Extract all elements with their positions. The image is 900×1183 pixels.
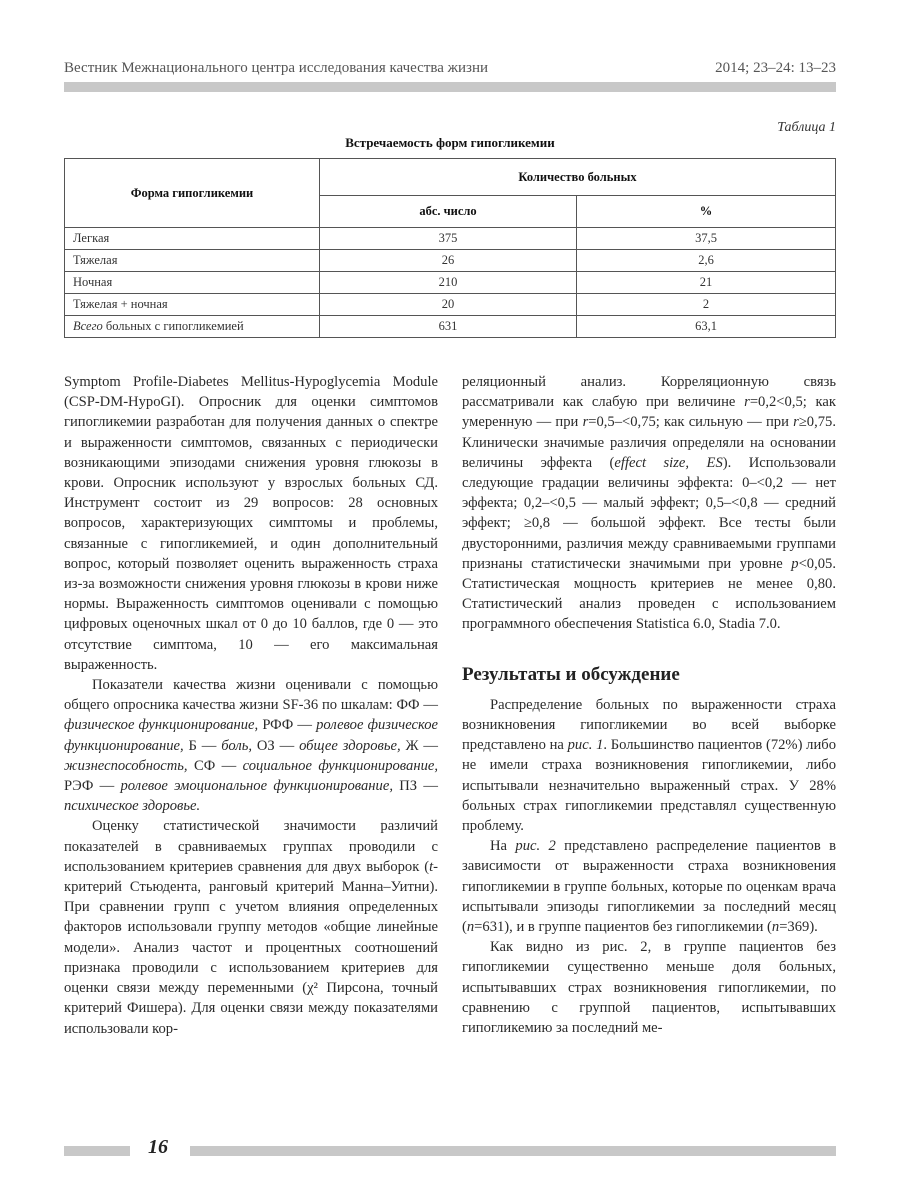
text-run: РФФ — <box>258 717 317 734</box>
header-count: Количество больных <box>320 159 836 196</box>
paragraph <box>462 836 836 937</box>
text-run: Ж — <box>400 737 439 754</box>
footer-rule-left <box>64 1146 130 1156</box>
table-row-total <box>65 316 836 338</box>
text-run: . Большинство пациентов (72%) либо не имели страха возникновения гипогликемии, либо испытывали незначительно выраженный страх. У 28% больных страх гипогликемии представлял существенную проблему. <box>462 737 836 835</box>
left-column <box>64 372 438 1039</box>
text-run: физическое функционирование, <box>64 717 259 734</box>
text-run: ролевое физическое функционирование, <box>64 717 439 754</box>
text-run: ПЗ — <box>392 778 438 795</box>
text-run: Оценку статистической значимости различий показателей в сравниваемых группах проводили с использованием критериев сравнения для двух выборок ( <box>64 818 438 875</box>
text-run: общее здоровье, <box>299 737 401 754</box>
text-run: n <box>771 919 780 936</box>
paragraph: Symptom Profile-Diabetes Mellitus-Hypoglycemia Module (CSP-DM-HypoGI). Опросник для оценки симптомов гипогликемии разработан для получения данных о спектре и выраженности симптомов, связанных с периодически возникающими эпизодами снижения уровня глюкозы в крови. Опросник используют у взрослых больных СД. Инструмент состоит из 29 вопросов: 28 основных вопросов, характеризующих симптомы и проблемы, связанные с гипогликемией, и один дополнительный вопрос, который позволяет оценить выраженность страха из-за возможности снижения уровня глюкозы в крови ниже нормы. Выраженность симптомов оценивали с помощью цифровых оценочных шкал от 0 до 10 баллов, где 0 — это отсутствие симптома, 10 — его максимальная выраженность. <box>64 374 438 673</box>
table-row <box>65 250 836 272</box>
cell-form <box>65 316 320 338</box>
cell-percent: 21 <box>577 272 836 294</box>
cell-percent: 2,6 <box>577 250 836 272</box>
table-title: Встречаемость форм гипогликемии <box>345 135 555 150</box>
text-run: боль, <box>221 737 252 754</box>
cell-form: Тяжелая <box>65 250 320 272</box>
header-rule <box>64 82 836 92</box>
text-run: На <box>490 838 516 855</box>
text-run: r <box>582 414 589 431</box>
cell-percent: 63,1 <box>577 316 836 338</box>
text-run: t <box>429 858 434 875</box>
cell-abs: 631 <box>320 316 577 338</box>
text-run: =631), и в группе пациентов без гипогликемии ( <box>474 919 772 936</box>
text-run: ≥0,75. Клинически значимые различия определяли на основании величины эффекта ( <box>462 414 836 471</box>
text-run: =369). <box>779 919 818 936</box>
hypoglycemia-table <box>64 158 836 338</box>
text-run: СФ — <box>187 757 243 774</box>
table-row <box>65 294 836 316</box>
text-run: n <box>466 919 475 936</box>
text-run: РЭФ — <box>64 778 121 795</box>
cell-abs: 20 <box>320 294 577 316</box>
total-word: Всего <box>73 319 103 333</box>
text-run: <0,05. Статистическая мощность критериев не менее 0,80. Статистический анализ проведен с использованием программного обеспечения Statistica 6.0, Stadia 7.0. <box>462 555 836 633</box>
issue-info: 2014; 23–24: 13–23 <box>715 60 836 76</box>
text-run: r <box>744 394 750 411</box>
cell-form: Легкая <box>65 228 320 250</box>
cell-percent: 2 <box>577 294 836 316</box>
cell-percent: 37,5 <box>577 228 836 250</box>
text-run: психическое здоровье. <box>64 798 201 815</box>
text-run: p <box>791 555 799 572</box>
text-run: -критерий Стьюдента, ранговый критерий Манна–Уитни). При сравнении групп с учетом влияния определенных факторов использовали группу методов «общие линейные модели». Анализ частот и процентных соотношений признака проводили с использованием критериев для оценки связи между переменными (χ² Пирсона, точный критерий Фишера). Для оценки связи между показателями использовали кор- <box>64 858 438 1037</box>
header-form: Форма гипогликемии <box>65 159 320 228</box>
paragraph <box>462 372 836 635</box>
page-number: 16 <box>148 1136 168 1158</box>
total-rest: больных с гипогликемией <box>102 319 244 333</box>
figure-ref: рис. 1 <box>567 737 604 754</box>
text-run: ). Использовали следующие градации величины эффекта: 0–<0,2 — нет эффекта; 0,2–<0,5 — малый эффект; 0,5–<0,8 — средний эффект; ≥0,8 — большой эффект. Все тесты были двусторонними, различия между сравниваемыми группами признаны статистически значимыми при уровне <box>462 454 836 572</box>
journal-title: Вестник Межнационального центра исследования качества жизни <box>64 60 489 76</box>
paragraph: Как видно из рис. 2, в группе пациентов без гипогликемии существенно меньше доля больных, испытывавших страх возникновения гипогликемии, по сравнению с группой пациентов, испытывавших гипогликемию за последний ме- <box>462 939 836 1037</box>
text-run: =0,5–<0,75; как сильную — при <box>588 414 794 431</box>
text-run: социальное функционирование, <box>242 757 438 774</box>
paragraph <box>462 695 836 836</box>
header-percent: % <box>577 196 836 228</box>
cell-form: Тяжелая + ночная <box>65 294 320 316</box>
text-run: Показатели качества жизни оценивали с помощью общего опросника качества жизни SF-36 по шкалам: ФФ — <box>64 677 438 714</box>
cell-abs: 210 <box>320 272 577 294</box>
text-run: effect size, ES <box>614 454 723 471</box>
text-run: представлено распределение пациентов в зависимости от выраженности страха возникновения гипогликемии в группе больных, которые по оценкам врача испытывали эпизоды гипогликемии за последний месяц ( <box>462 838 836 936</box>
text-run: реляционный анализ. Корреляционную связь рассматривали как слабую при величине <box>462 374 836 411</box>
text-run: r <box>793 414 799 431</box>
text-run: =0,2<0,5; как умеренную — при <box>462 394 836 431</box>
paragraph <box>64 675 438 816</box>
cell-form: Ночная <box>65 272 320 294</box>
figure-ref: рис. 2 <box>515 838 556 855</box>
table-row <box>65 228 836 250</box>
paragraph <box>64 816 438 1038</box>
section-heading: Результаты и обсуждение <box>462 663 680 685</box>
table-caption: Таблица 1 <box>777 120 836 135</box>
text-run: Б — <box>183 737 222 754</box>
right-column <box>462 372 836 1038</box>
text-run: Распределение больных по выраженности страха возникновения гипогликемии во всей выборке представлено на <box>462 696 836 754</box>
header-abs: абс. число <box>320 196 577 228</box>
text-run: ОЗ — <box>251 737 300 754</box>
cell-abs: 375 <box>320 228 577 250</box>
text-run: жизнеспособность, <box>64 757 188 774</box>
cell-abs: 26 <box>320 250 577 272</box>
table-row <box>65 272 836 294</box>
running-header <box>64 60 836 80</box>
footer-rule-right <box>190 1146 836 1156</box>
text-run: ролевое эмоциональное функционирование, <box>120 778 393 795</box>
